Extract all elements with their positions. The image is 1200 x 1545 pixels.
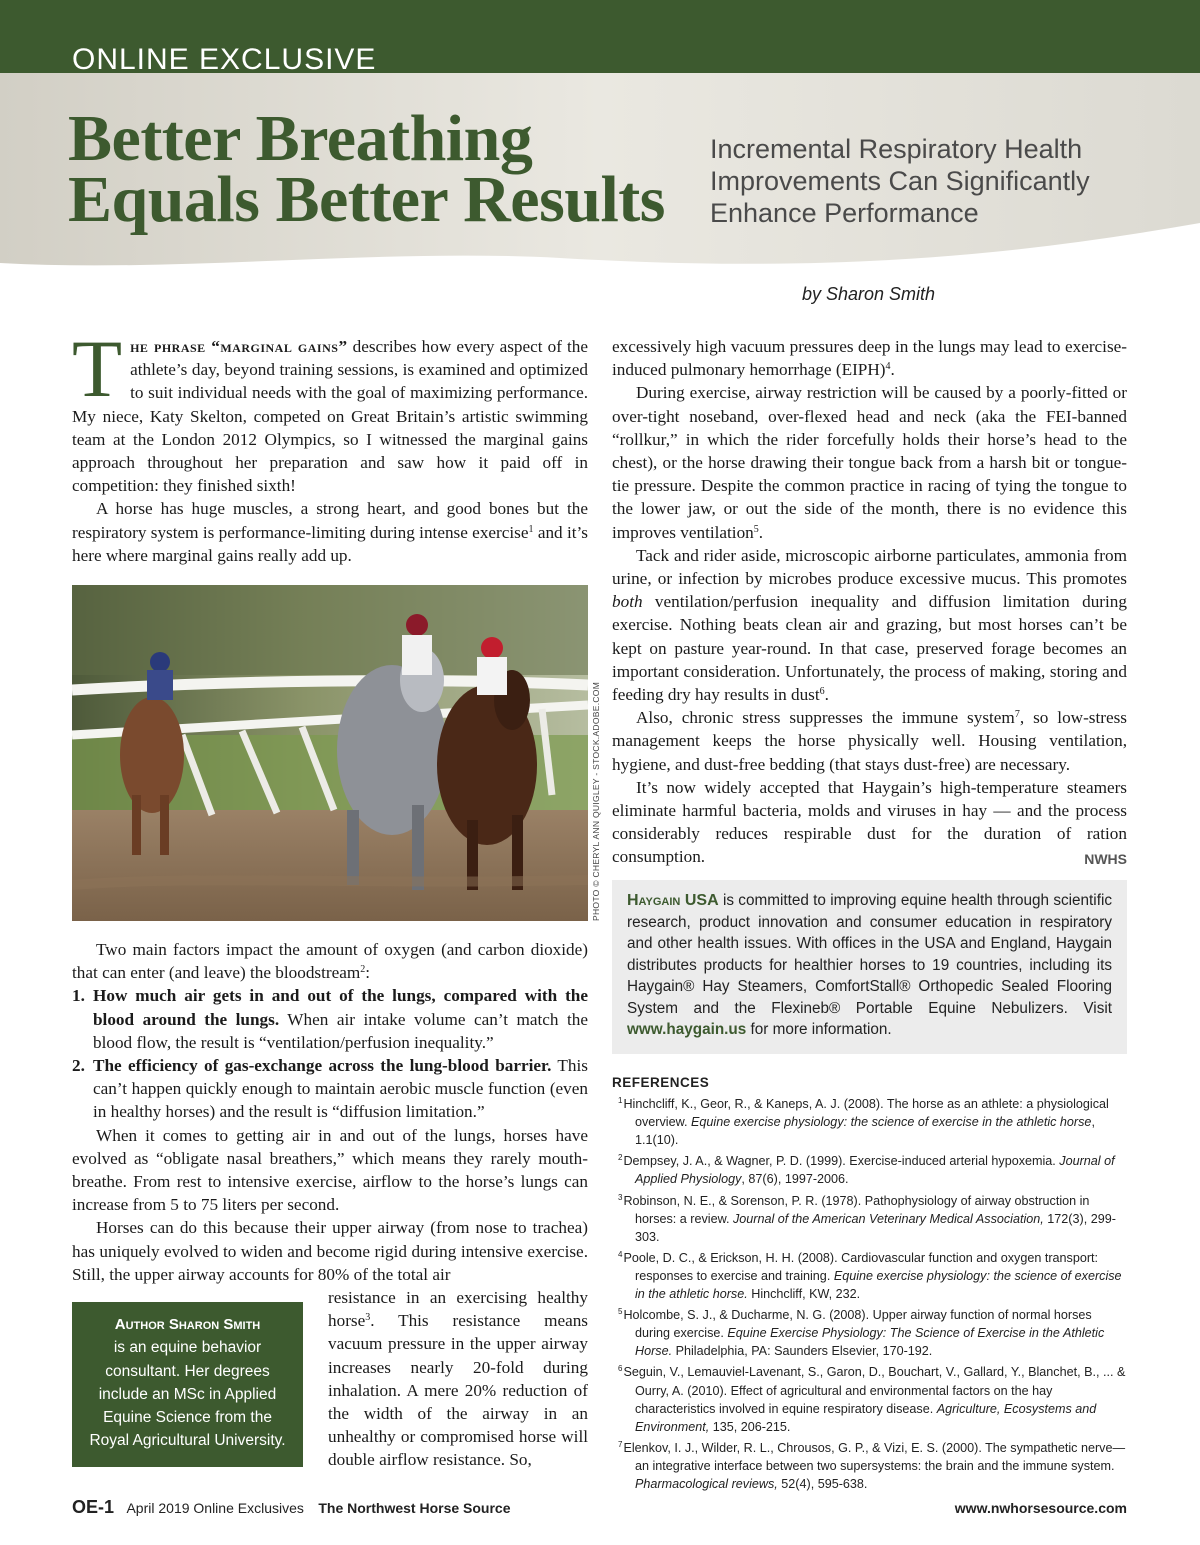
paragraph-r3-text: ventilation/perfusion inequality and diffusion limitation during exercise. Nothing beats clean air and grazing, but most horses can’t be kept on pasture year-round. In that case, preserved forage becomes an important consideration. Unfortunately, the process of making, storing and feeding dry hay results in dust [612,592,1127,705]
paragraph-1-text: describes how every aspect of the athlete’s day, beyond training sessions, is examined and optimized to suit individual needs with the goal of maximizing performance. My niece, Katy Skelton, competed on Great Britain’s artistic swimming team at the London 2012 Olympics, so I witnessed the marginal gains approach throughout her preparation and saw how it paid off in competition: they finished sixth! [72,337,588,496]
reference-details: Philadelphia, PA: Saunders Elsevier, 170-192. [672,1344,933,1359]
paragraph-1 [72,323,588,497]
reference-details: , 1.1(10). [635,1115,1095,1148]
left-column-top [72,323,588,567]
author-bio-line: Equine Science from the [103,1409,272,1427]
footnote-ref[interactable]: 2 [360,964,366,976]
sponsor-brand: Haygain USA [627,892,719,909]
sponsor-box [612,880,1127,1054]
paragraph-r5-text: It’s now widely accepted that Haygain’s high-temperature steamers eliminate harmful bacteria, molds and viruses in hay — and the process considerably reduces respirable dust for the duration of ration consumption. [612,777,1127,867]
sponsor-link[interactable]: www.haygain.us [627,1021,747,1038]
reference-item [612,1246,1127,1303]
paragraph-r2-text: During exercise, airway restriction will be caused by a poorly-fitted or over-tight noseband, over-flexed head and neck (aka the FEI-banned “rollkur,” in which the rider forcefully holds their horse’s head to the chest), or the horse drawing their tongue back from a harsh bit or tongue-tie pressure. Despite the common practice in racing of tying the tongue to the lower jaw, or out the side of the month, there is no evidence this improves ventilation [612,383,1127,542]
reference-number: 1 [618,1096,623,1106]
reference-details: , 87(6), 1997-2006. [741,1172,849,1187]
reference-source: Pharmacological reviews, [635,1476,778,1491]
reference-item [612,1303,1127,1360]
sponsor-text-end: for more information. [746,1021,892,1038]
factor-item [72,984,588,1054]
paragraph-5-cont-end: . This resistance means vacuum pressure in the upper airway increases nearly 20-fold during inhalation. A mere 20% reduction of the width of the airway in an unhealthy or compromised horse will double airflow resistance. So, [328,1311,588,1470]
reference-source: Equine exercise physiology: the science of exercise in the athletic horse [691,1115,1092,1130]
paragraph-r2-end: . [758,522,764,542]
factor-text: This can’t happen quickly enough to maintain aerobic muscle function (even in healthy horses) and the result is “diffusion limitation.” [93,1056,588,1122]
horse-race-photo [72,585,588,921]
footnote-ref[interactable]: 7 [1014,709,1020,721]
factor-number: 2. [72,1056,85,1076]
author-bio-heading: Author Sharon Smith [114,1316,261,1333]
section-label: ONLINE EXCLUSIVE [72,43,377,76]
reference-source: Agriculture, Ecosystems and Environment, [635,1401,1097,1434]
paragraph-3-text: Two main factors impact the amount of oxygen (and carbon dioxide) that can enter (and leave) the bloodstream [72,940,588,983]
footnote-ref[interactable]: 5 [753,523,759,535]
paragraph-r3-text: Tack and rider aside, microscopic airborne particulates, ammonia from urine, or infection by microbes produce excessive mucus. This promotes [612,545,1127,589]
paragraph-2-end: and it’s here where marginal gains really add up. [72,522,588,565]
reference-text: Robinson, N. E., & Sorenson, P. R. (1978). Pathophysiology of airway obstruction in horses: a review. [623,1193,1090,1226]
reference-source: Journal of Applied Physiology [635,1154,1115,1187]
factor-list [72,984,588,1123]
reference-source: Equine Exercise Physiology: The Science of Exercise in the Athletic Horse. [635,1326,1105,1359]
reference-item [612,1436,1127,1493]
reference-text: Poole, D. C., & Erickson, H. H. (2008). Cardiovascular function and oxygen transport: responses to exercise and training. [623,1250,1099,1283]
photo-credit: PHOTO © CHERYL ANN QUIGLEY - STOCK.ADOBE.COM [591,681,601,921]
factor-text: When air intake volume can’t match the blood flow, the result is “ventilation/perfusion inequality.” [93,1009,588,1052]
references-heading: REFERENCES [612,1075,710,1090]
issue-label: April 2019 Online Exclusives [126,1500,304,1516]
reference-details: 52(4), 595-638. [777,1476,868,1491]
paragraph-3-end: : [365,963,371,983]
reference-details: 172(3), 299-303. [635,1211,1116,1244]
paragraph-2-text: A horse has huge muscles, a strong heart, and good bones but the respiratory system is performance-limiting during intense exercise [72,499,588,542]
left-column-continuation [328,1286,588,1472]
title-line-2: Equals Better Results [68,163,665,236]
right-column [612,335,1127,872]
author-bio-line: include an MSc in Applied [98,1385,277,1403]
reference-source: Equine exercise physiology: the science of exercise in the athletic horse. [635,1268,1122,1302]
paragraph-4: When it comes to getting air in and out of the lungs, horses have evolved as “obligate nasal breathers,” which means they rarely mouth-breathe. From rest to intensive exercise, airflow to the horse’s lungs can increase from 5 to 75 liters per second. [72,1125,588,1215]
article-title [68,102,688,236]
paragraph-5-continued [328,1286,588,1472]
byline: by Sharon Smith [802,284,936,304]
page-footer [72,1497,1127,1518]
reference-item [612,1360,1127,1435]
paragraph-r3-end: . [824,685,829,705]
paragraph-2 [72,497,588,567]
reference-details: 135, 206-215. [709,1419,791,1434]
footnote-ref[interactable]: 6 [819,686,825,698]
footnote-ref[interactable]: 3 [365,1312,371,1324]
reference-number: 6 [618,1364,623,1374]
reference-number: 2 [618,1153,623,1163]
author-bio-line: is an equine behavior [113,1339,262,1357]
reference-text: Elenkov, I. J., Wilder, R. L., Chrousos, G. P., & Vizi, E. S. (2000). The sympathetic nerve—an integrative interface between two supersystems: the brain and the immune system. [623,1440,1126,1473]
paragraph-r4-end: , so low-stress management keeps the horse physically well. Housing ventilation, hygiene, and dust-free bedding (that stays dust-free) are necessary. [612,708,1127,774]
reference-item [612,1092,1127,1149]
references-section [612,1074,1127,1493]
reference-text: Hinchcliff, K., Geor, R., & Kaneps, A. J. (2008). The horse as an athlete: a physiological overview. [623,1097,1109,1130]
sponsor-text: is committed to improving equine health through scientific research, product innovation and consumer education in respiratory and other health issues. With offices in the USA and England, Haygain distributes products for healthier horses to 19 countries, including its Haygain® Hay Steamers, ComfortStall® Orthopedic Sealed Flooring System and the Flexineb® Portable Equine Nebulizers. Visit [627,892,1112,1017]
paragraph-5: Horses can do this because their upper airway (from nose to trachea) has uniquely evolved to widen and become rigid during intensive exercise. Still, the upper airway accounts for 80% of the total air [72,1218,588,1284]
lead-smallcaps: he phrase “marginal gains” [130,337,348,356]
reference-item [612,1189,1127,1246]
footnote-ref[interactable]: 1 [528,523,534,535]
paragraph-r5 [612,776,1127,869]
paragraph-5-cont-text: resistance in an exercising healthy horse [328,1288,588,1331]
paragraph-r3-emphasis: both [612,592,643,612]
factor-heading: How much air gets in and out of the lungs, compared with the blood around the lungs. [93,986,588,1029]
author-bio-box [72,1302,303,1467]
article-subtitle [710,133,1150,229]
author-bio-line: Royal Agricultural University. [89,1432,286,1450]
references-list [612,1092,1127,1493]
reference-text: Holcombe, S. J., & Ducharme, N. G. (2008). Upper airway function of normal horses during exercise. [623,1308,1092,1341]
subtitle-line-3: Enhance Performance [710,198,979,228]
left-column-bottom [72,938,588,1286]
paragraph-r4 [612,706,1127,776]
paragraph-r2 [612,381,1127,543]
author-bio-line: consultant. Her degrees [105,1362,270,1380]
subtitle-line-2: Improvements Can Significantly [710,166,1090,196]
reference-details: Hinchcliff, KW, 232. [747,1287,861,1302]
signoff: NWHS [1084,851,1127,868]
publication-name: The Northwest Horse Source [318,1500,511,1516]
paragraph-r1 [612,335,1127,381]
subtitle-line-1: Incremental Respiratory Health [710,134,1083,164]
reference-item [612,1149,1127,1188]
page-number: OE-1 [72,1497,115,1517]
factor-number: 1. [72,986,85,1006]
paragraph-r1-text: excessively high vacuum pressures deep in the lungs may lead to exercise-induced pulmonary hemorrhage (EIPH) [612,337,1127,380]
reference-number: 5 [618,1307,623,1317]
paragraph-3 [72,938,588,984]
title-line-1: Better Breathing [68,102,533,175]
reference-number: 3 [618,1192,623,1202]
drop-cap: T [72,323,123,414]
paragraph-r3 [612,544,1127,706]
reference-text: Seguin, V., Lemauviel-Lavenant, S., Garon, D., Bouchart, V., Gallard, Y., Blanchet, B., ... & Ourry, A. (2010). Effect of agricultural and environmental factors on the hay characteristics involved in equine respiratory disease. [623,1365,1126,1416]
paragraph-r4-text: Also, chronic stress suppresses the immune system [636,708,1015,728]
reference-source: Journal of the American Veterinary Medical Association, [733,1211,1044,1226]
footnote-ref[interactable]: 4 [885,361,891,373]
reference-number: 7 [618,1439,623,1449]
reference-text: Dempsey, J. A., & Wagner, P. D. (1999). Exercise-induced arterial hypoxemia. [623,1154,1060,1169]
factor-heading: The efficiency of gas-exchange across the lung-blood barrier. [93,1056,552,1076]
paragraph-r1-end: . [890,360,895,380]
website-link[interactable]: www.nwhorsesource.com [954,1500,1127,1516]
factor-item [72,1054,588,1124]
reference-number: 4 [618,1249,623,1259]
